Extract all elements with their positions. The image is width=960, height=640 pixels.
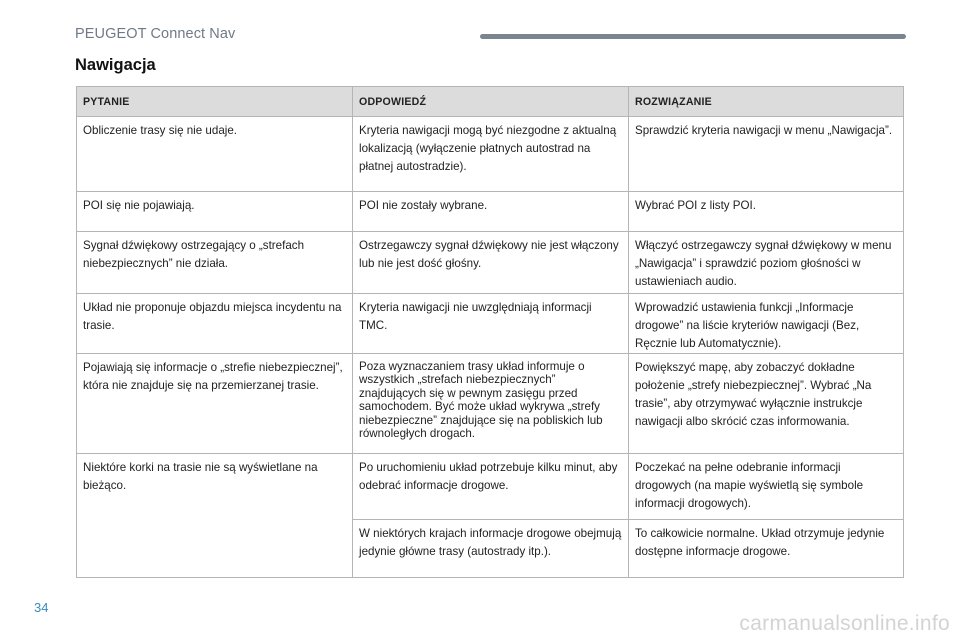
page-number: 34 [34, 600, 49, 615]
question-cell: POI się nie pojawiają. [77, 192, 353, 232]
column-header-answer: ODPOWIEDŹ [353, 87, 629, 117]
answer-cell: POI nie zostały wybrane. [353, 192, 629, 232]
table-row [77, 454, 904, 520]
column-header-question: PYTANIE [77, 87, 353, 117]
solution-cell: Włączyć ostrzegawczy sygnał dźwiękowy w menu „Nawigacja” i sprawdzić poziom głośności w ustawieniach audio. [629, 232, 904, 294]
troubleshooting-table [76, 86, 904, 578]
header-divider-bar [480, 34, 906, 39]
table-row [77, 192, 904, 232]
table-row [77, 232, 904, 294]
question-cell: Pojawiają się informacje o „strefie niebezpiecznej”, która nie znajduje się na przemierzanej trasie. [77, 354, 353, 454]
question-cell: Układ nie proponuje objazdu miejsca incydentu na trasie. [77, 294, 353, 354]
table-row [77, 354, 904, 454]
watermark-text: carmanualsonline.info [739, 612, 950, 635]
question-cell: Niektóre korki na trasie nie są wyświetlane na bieżąco. [77, 454, 353, 520]
table-header-row [77, 87, 904, 117]
solution-cell: Powiększyć mapę, aby zobaczyć dokładne położenie „strefy niebezpiecznej”. Wybrać „Na trasie”, aby otrzymywać wyłącznie instrukcje nawigacji albo skrócić czas informowania. [629, 354, 904, 454]
answer-cell: W niektórych krajach informacje drogowe obejmują jedynie główne trasy (autostrady itp.). [353, 520, 629, 578]
table-row [77, 520, 904, 578]
solution-cell: Poczekać na pełne odebranie informacji drogowych (na mapie wyświetlą się symbole informacji drogowych). [629, 454, 904, 520]
solution-cell: Wprowadzić ustawienia funkcji „Informacje drogowe” na liście kryteriów nawigacji (Bez, Ręcznie lub Automatycznie). [629, 294, 904, 354]
column-header-solution: ROZWIĄZANIE [629, 87, 904, 117]
answer-cell: Poza wyznaczaniem trasy układ informuje o wszystkich „strefach niebezpiecznych” znajdujących się w pewnym zasięgu przed samochodem. Być może układ wykrywa „strefy niebezpieczne” znajdujące się na pobliskich lub równoległych drogach. [353, 354, 629, 454]
answer-cell: Kryteria nawigacji nie uwzględniają informacji TMC. [353, 294, 629, 354]
question-cell: Sygnał dźwiękowy ostrzegający o „strefach niebezpiecznych” nie działa. [77, 232, 353, 294]
answer-cell: Ostrzegawczy sygnał dźwiękowy nie jest włączony lub nie jest dość głośny. [353, 232, 629, 294]
answer-cell: Kryteria nawigacji mogą być niezgodne z aktualną lokalizacją (wyłączenie płatnych autostrad na płatnej autostradzie). [353, 117, 629, 192]
solution-cell: Wybrać POI z listy POI. [629, 192, 904, 232]
table-row [77, 294, 904, 354]
question-cell: Obliczenie trasy się nie udaje. [77, 117, 353, 192]
table-row [77, 117, 904, 192]
solution-cell: Sprawdzić kryteria nawigacji w menu „Nawigacja”. [629, 117, 904, 192]
question-cell [77, 520, 353, 578]
answer-cell: Po uruchomieniu układ potrzebuje kilku minut, aby odebrać informacje drogowe. [353, 454, 629, 520]
section-title: Nawigacja [75, 56, 156, 74]
document-header-title: PEUGEOT Connect Nav [75, 26, 236, 42]
solution-cell: To całkowicie normalne. Układ otrzymuje jedynie dostępne informacje drogowe. [629, 520, 904, 578]
